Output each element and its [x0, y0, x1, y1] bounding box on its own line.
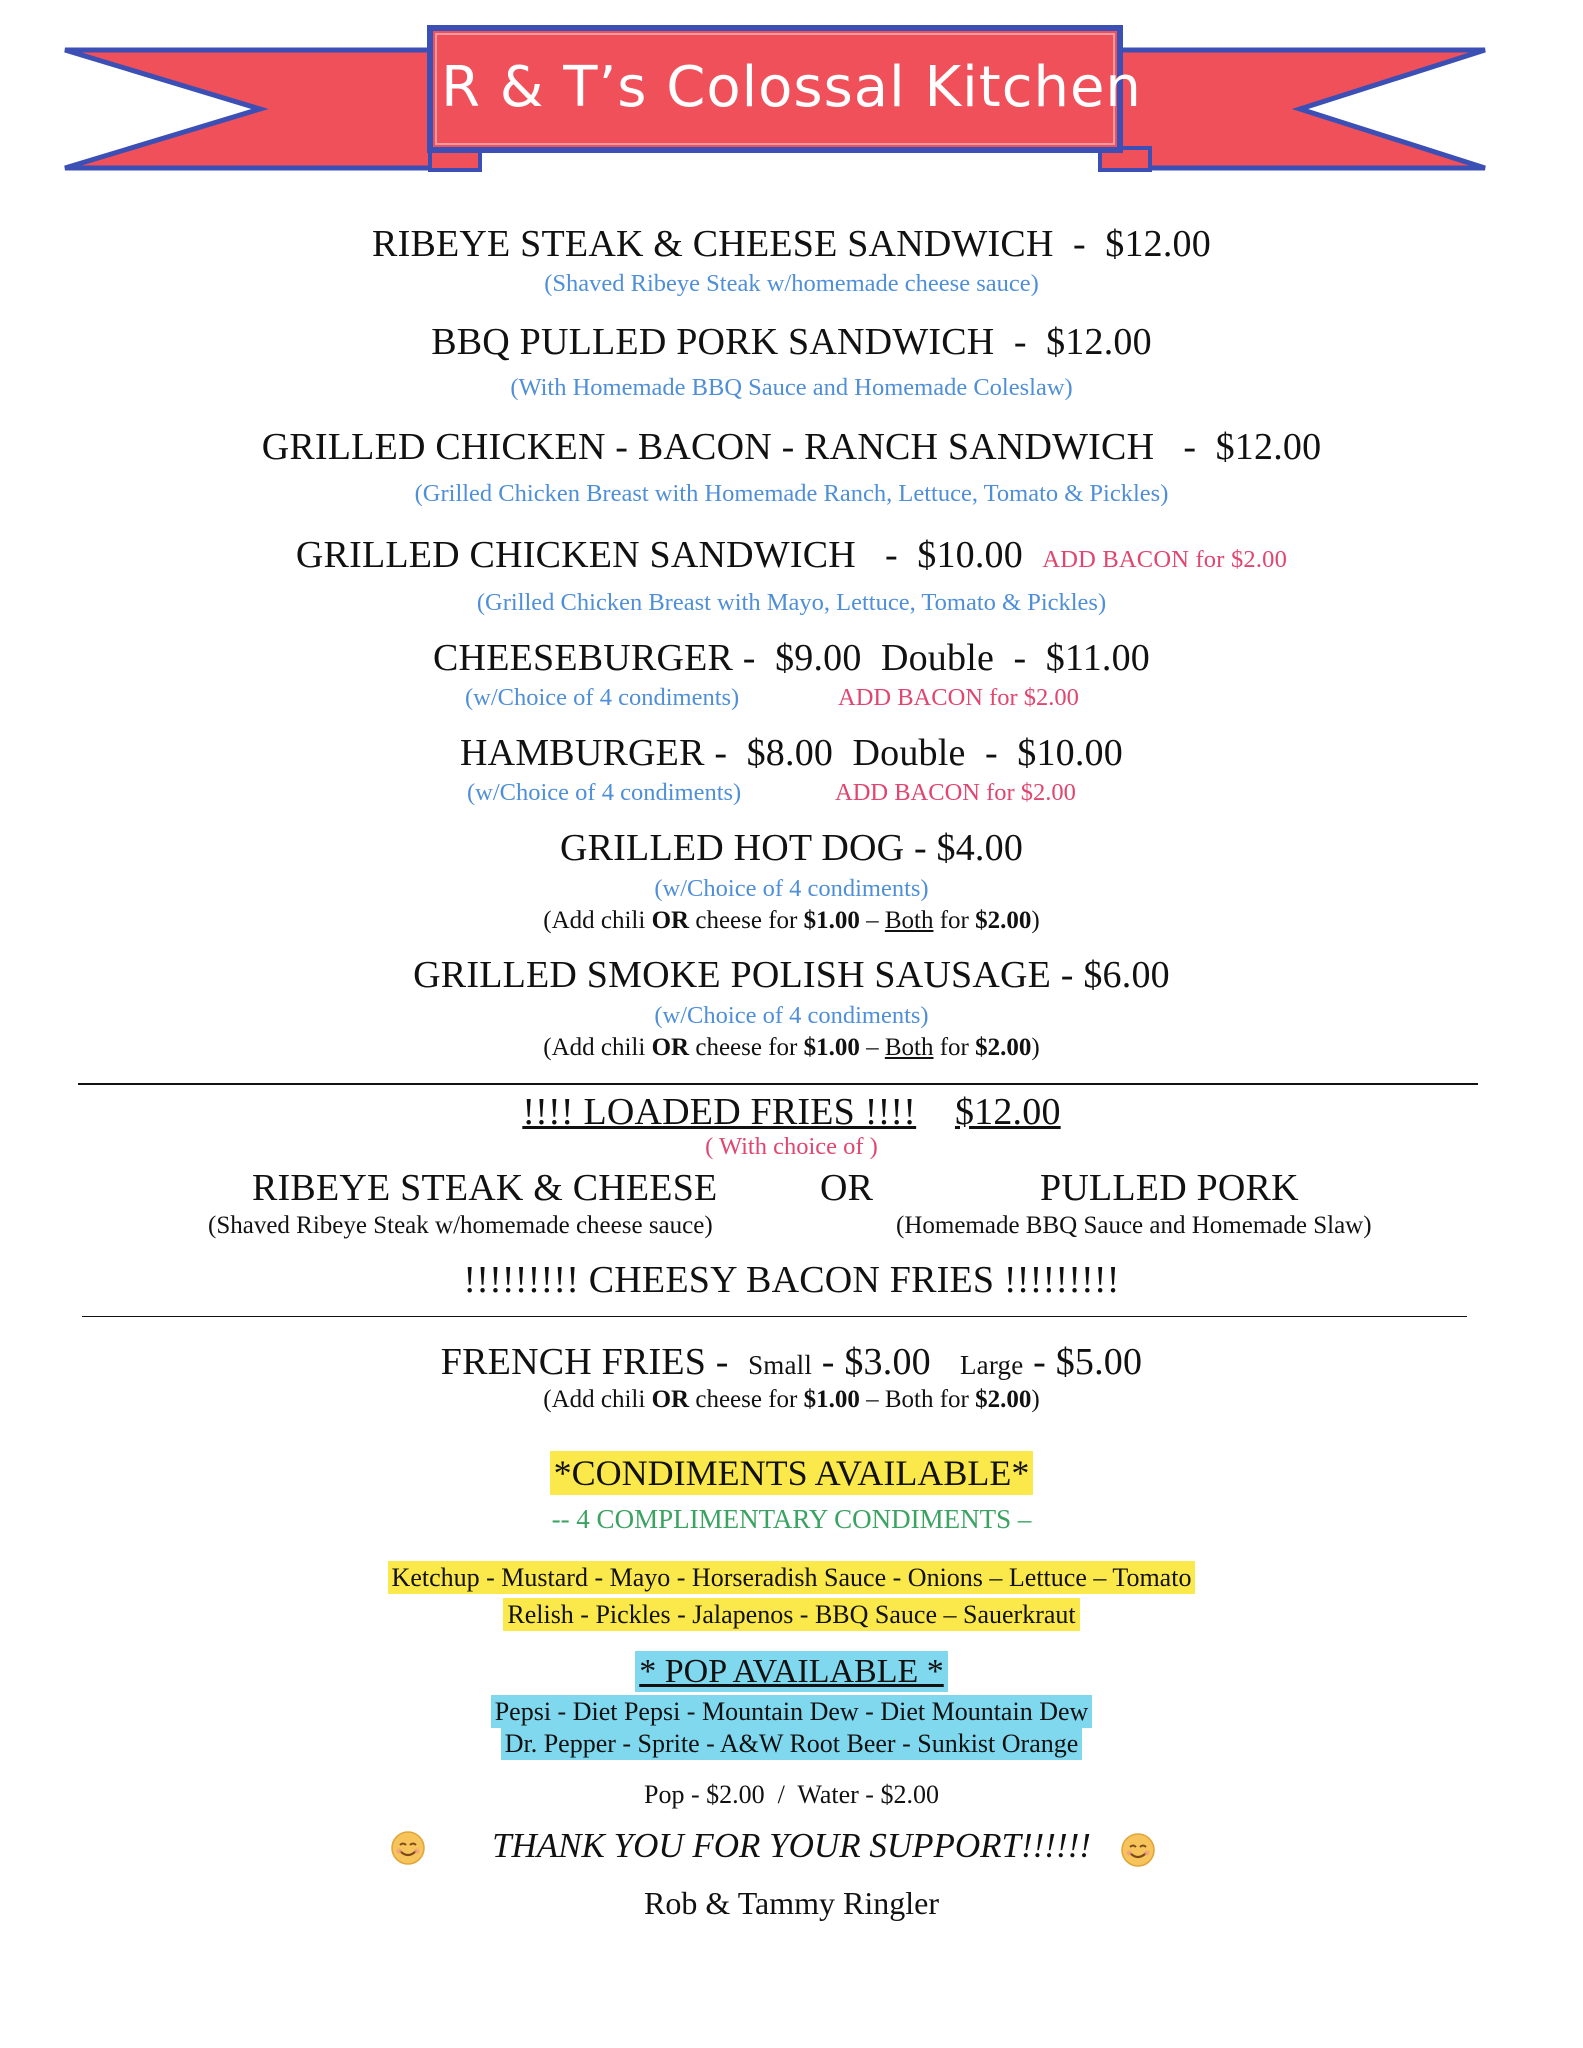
- note-text: cheese for: [689, 907, 804, 934]
- pop-line-2-row: [0, 1729, 1583, 1759]
- note-text: for: [933, 907, 976, 934]
- note-both: Both: [884, 1034, 934, 1061]
- note-price: $1.00: [803, 1034, 860, 1061]
- note-text: ): [1031, 1386, 1040, 1413]
- double-label: Double: [880, 637, 995, 679]
- note-or: OR: [651, 907, 690, 934]
- note-text: ): [1031, 1034, 1040, 1061]
- add-bacon-note: ADD BACON for $2.00: [835, 779, 1076, 806]
- note-text: –: [859, 1034, 885, 1061]
- item-desc: (Grilled Chicken Breast with Mayo, Lettuce, Tomato & Pickles): [476, 589, 1107, 616]
- divider: [78, 1083, 1478, 1085]
- item-name: GRILLED CHICKEN - BACON - RANCH SANDWICH: [261, 426, 1155, 468]
- menu-item-ribeye: RIBEYE STEAK & CHEESE SANDWICH - $12.00: [372, 223, 1211, 265]
- note-text: –: [859, 1386, 885, 1413]
- loaded-or: OR: [820, 1167, 874, 1209]
- thanks-message: THANK YOU FOR YOUR SUPPORT!!!!!!: [492, 1826, 1091, 1865]
- loaded-option-ribeye-desc: (Shaved Ribeye Steak w/homemade cheese sauce): [208, 1212, 713, 1239]
- loaded-option-ribeye: RIBEYE STEAK & CHEESE: [252, 1167, 718, 1209]
- smiley-icon: [1121, 1833, 1155, 1867]
- menu-item-hot-dog: GRILLED HOT DOG - $4.00: [559, 827, 1024, 869]
- item-desc: (With Homemade BBQ Sauce and Homemade Coleslaw): [510, 374, 1073, 401]
- note-price: $2.00: [975, 1034, 1032, 1061]
- fries-large-label: Large: [959, 1350, 1024, 1380]
- item-price: $9.00: [775, 637, 862, 679]
- note-or: OR: [651, 1386, 690, 1413]
- fries-small-price: $3.00: [844, 1341, 931, 1383]
- add-bacon-row: [835, 779, 1076, 807]
- condiments-title: *CONDIMENTS AVAILABLE*: [550, 1451, 1034, 1495]
- item-name: GRILLED CHICKEN SANDWICH: [295, 534, 856, 576]
- note-or: OR: [651, 1034, 690, 1061]
- condiments-title-row: [0, 1452, 1583, 1494]
- item-price: $12.00: [1215, 426, 1322, 468]
- condiments-line-1-row: [0, 1563, 1583, 1593]
- note-text: cheese for: [689, 1034, 804, 1061]
- pop-title-row: [0, 1653, 1583, 1691]
- condiments-line-2: Relish - Pickles - Jalapenos - BBQ Sauce – Sauerkraut: [503, 1598, 1079, 1631]
- item-desc-row: [465, 684, 739, 712]
- menu-item-chicken-bacon-ranch: GRILLED CHICKEN - BACON - RANCH SANDWICH - $12.00: [261, 426, 1322, 468]
- item-price: $12.00: [1105, 223, 1211, 265]
- item-name: GRILLED SMOKE POLISH SAUSAGE: [413, 954, 1052, 996]
- chili-note: [0, 907, 1583, 935]
- pop-title: * POP AVAILABLE *: [635, 1651, 948, 1692]
- note-text: (Add chili: [543, 1034, 652, 1061]
- item-name: GRILLED HOT DOG: [559, 827, 905, 869]
- note-both: Both: [884, 1386, 934, 1413]
- loaded-fries-choice: ( With choice of ): [705, 1133, 878, 1160]
- banner-title: R & T’s Colossal Kitchen: [441, 55, 1142, 120]
- item-name: BBQ PULLED PORK SANDWICH: [431, 321, 995, 363]
- item-desc: (w/Choice of 4 condiments): [654, 875, 929, 902]
- item-name: CHEESEBURGER: [433, 637, 734, 679]
- add-bacon-note: ADD BACON for $2.00: [838, 684, 1079, 711]
- divider: [82, 1316, 1467, 1317]
- loaded-fries-title: !!!! LOADED FRIES !!!!: [522, 1091, 917, 1133]
- note-price: $2.00: [975, 1386, 1032, 1413]
- item-price: $8.00: [746, 732, 834, 774]
- double-price: $11.00: [1045, 637, 1150, 679]
- item-price: $6.00: [1083, 954, 1170, 996]
- loaded-option-pork: PULLED PORK: [1040, 1167, 1299, 1209]
- item-desc: (w/Choice of 4 condiments): [467, 779, 742, 806]
- double-label: Double: [852, 732, 966, 774]
- chili-note: [0, 1034, 1583, 1062]
- note-price: $1.00: [803, 1386, 860, 1413]
- menu-item-grilled-chicken: GRILLED CHICKEN SANDWICH - $10.00 ADD BACON for $2.00: [295, 534, 1288, 576]
- pop-line-1: Pepsi - Diet Pepsi - Mountain Dew - Diet Mountain Dew: [491, 1695, 1093, 1728]
- note-text: –: [859, 907, 885, 934]
- item-desc: (Shaved Ribeye Steak w/homemade cheese sauce): [544, 270, 1039, 297]
- fries-large-price: $5.00: [1055, 1341, 1143, 1383]
- fries-name: FRENCH FRIES: [440, 1341, 707, 1383]
- cheesy-bacon-fries: !!!!!!!!! CHEESY BACON FRIES !!!!!!!!!: [463, 1259, 1120, 1301]
- fries-small-label: Small: [748, 1350, 813, 1380]
- signature: Rob & Tammy Ringler: [644, 1885, 939, 1921]
- item-price: $10.00: [917, 534, 1023, 576]
- item-name: RIBEYE STEAK & CHEESE SANDWICH: [372, 223, 1054, 265]
- item-name: HAMBURGER: [460, 732, 705, 774]
- note-price: $2.00: [975, 907, 1032, 934]
- note-text: for: [933, 1386, 976, 1413]
- add-bacon-note: ADD BACON for $2.00: [1042, 546, 1288, 573]
- pop-line-2: Dr. Pepper - Sprite - A&W Root Beer - Sunkist Orange: [501, 1727, 1083, 1760]
- pop-line-1-row: [0, 1697, 1583, 1727]
- menu-item-cheeseburger: CHEESEBURGER - $9.00 Double - $11.00: [433, 637, 1150, 679]
- note-text: cheese for: [689, 1386, 804, 1413]
- loaded-fries-price: $12.00: [954, 1091, 1061, 1133]
- item-desc-row: [467, 779, 741, 807]
- note-both: Both: [884, 907, 934, 934]
- menu-item-polish-sausage: GRILLED SMOKE POLISH SAUSAGE - $6.00: [413, 954, 1170, 996]
- note-text: ): [1031, 907, 1040, 934]
- condiments-sub: -- 4 COMPLIMENTARY CONDIMENTS –: [551, 1504, 1032, 1534]
- add-bacon-row: [838, 684, 1079, 712]
- double-price: $10.00: [1017, 732, 1123, 774]
- note-price: $1.00: [803, 907, 860, 934]
- menu-item-bbq-pork: BBQ PULLED PORK SANDWICH - $12.00: [431, 321, 1152, 363]
- pop-prices: Pop - $2.00 / Water - $2.00: [644, 1780, 939, 1809]
- note-text: for: [933, 1034, 976, 1061]
- fries-chili-note: [0, 1386, 1583, 1414]
- note-text: (Add chili: [543, 1386, 652, 1413]
- loaded-fries-title-row: [0, 1090, 1583, 1134]
- condiments-line-2-row: [0, 1600, 1583, 1630]
- item-desc: (w/Choice of 4 condiments): [654, 1002, 929, 1029]
- condiments-line-1: Ketchup - Mustard - Mayo - Horseradish Sauce - Onions – Lettuce – Tomato: [388, 1561, 1196, 1594]
- note-text: (Add chili: [543, 907, 652, 934]
- item-price: $4.00: [936, 827, 1024, 869]
- item-desc: (Grilled Chicken Breast with Homemade Ranch, Lettuce, Tomato & Pickles): [414, 480, 1169, 507]
- french-fries-row: FRENCH FRIES - Small - $3.00 Large - $5.00: [440, 1341, 1143, 1383]
- item-desc: (w/Choice of 4 condiments): [465, 684, 740, 711]
- menu-item-hamburger: HAMBURGER - $8.00 Double - $10.00: [460, 732, 1123, 774]
- item-price: $12.00: [1046, 321, 1152, 363]
- loaded-option-pork-desc: (Homemade BBQ Sauce and Homemade Slaw): [896, 1212, 1372, 1239]
